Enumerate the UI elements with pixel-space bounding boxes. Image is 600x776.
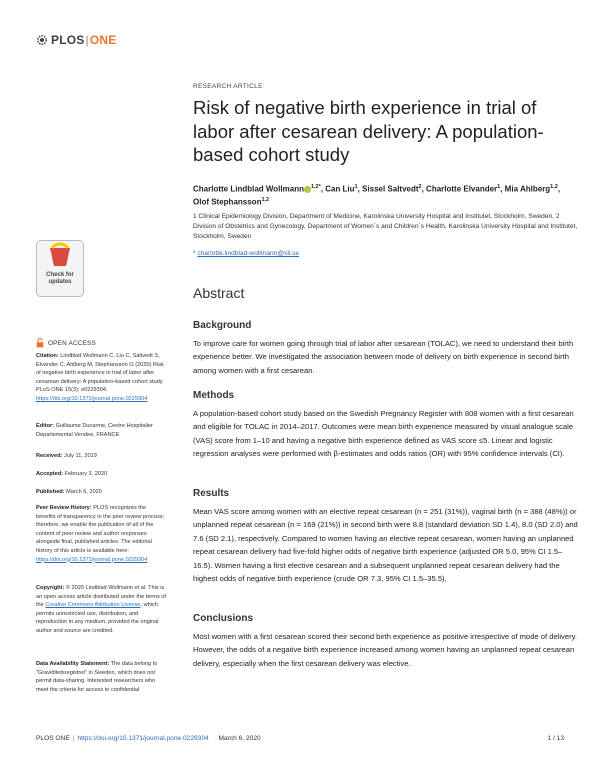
footer-journal: PLOS ONE	[36, 735, 70, 742]
methods-heading: Methods	[193, 390, 235, 401]
editor-text: Guillaume Ducarme, Centre Hospitalier Departemental Vendee, FRANCE	[36, 423, 153, 438]
results-text: Mean VAS score among women with an elective repeat cesarean (n = 251 (31%)), vaginal birth (n = 388 (48%)) or unplanned repeat cesarean (n = 169 (21%)) in second birth were 8.8 (standard deviation SD 1.4), 8.0 (SD 2.0) and 7.6 (SD 2.1), respectively. Compared to women having an elective repeat cesarean, women having an unplanned repeat cesarean delivery had five-fold higher odds of negative birth experience (adjusted OR 5.0, 95% CI 1.5–16.5). Women having a first elective cesarean and a subsequent unplanned repeat cesarean delivery had the highest odds of negative birth experience (crude OR 7.3, 95% CI 1.5–35.5).	[193, 507, 578, 584]
conclusions-text: Most women with a first cesarean scored their second birth experience as positive irrespective of mode of delivery. However, the odds of a negative birth experience increased among women having an unplanned repeat cesarean delivery, especially when the first cesarean delivery was elective.	[193, 632, 577, 668]
results-heading: Results	[193, 488, 230, 499]
background-heading: Background	[193, 320, 252, 331]
email-marker: *	[193, 250, 196, 257]
author-name[interactable]: , Olof Stephansson	[193, 184, 561, 207]
author-affil-sup: 1	[354, 184, 358, 190]
conclusions-section	[193, 613, 578, 670]
author-name[interactable]: , Sissel Saltvedt	[357, 184, 419, 194]
methods-section	[193, 390, 578, 461]
author-affil-sup: 1	[497, 184, 501, 190]
accepted-block	[36, 470, 166, 479]
check-for-updates-icon[interactable]	[36, 240, 84, 297]
editor-block	[36, 422, 166, 439]
published-label: Published:	[36, 489, 65, 495]
data-availability-block	[36, 660, 166, 694]
received-block	[36, 452, 166, 461]
footer-doi-link[interactable]: https://doi.org/10.1371/journal.pone.0229304	[77, 735, 209, 742]
corresponding-email	[193, 250, 299, 257]
received-date: July 11, 2019	[64, 453, 97, 459]
received-label: Received:	[36, 453, 63, 459]
copyright-block	[36, 584, 166, 636]
open-access-badge	[36, 338, 96, 348]
logo-one-text: ONE	[89, 33, 117, 47]
author-name[interactable]: , Can Liu	[320, 184, 355, 194]
copyright-text: © 2020 Lindblad Wollmann et al. This is an open access article distributed under the terms of the	[36, 585, 166, 609]
author-name[interactable]: Charlotte Lindblad Wollmann	[193, 184, 304, 194]
results-section	[193, 488, 578, 585]
article-title: Risk of negative birth experience in trial of labor after cesarean delivery: A population-based cohort study	[193, 97, 544, 165]
published-block	[36, 488, 166, 497]
footer-left	[36, 735, 261, 747]
peer-review-text: PLOS recognizes the benefits of transparency in the peer review process; therefore, we enable the publication of all of the content of peer review and author responses alongside final, published articles. The editorial history of this article is available here:	[36, 505, 165, 554]
citation-doi-link[interactable]: https://doi.org/10.1371/journal.pone.0229304	[36, 395, 148, 402]
citation-text: Lindblad Wollmann C, Liu C, Saltvedt S, Elvander C, Ahlberg M, Stephansson O (2020) Risk of negative birth experience in trial of labor after cesarean delivery: A population-based cohort study. PLoS ONE 15(3): e0229304.	[36, 353, 164, 394]
check-for-updates-label[interactable]: Check for updates	[46, 272, 74, 285]
footer-separator: |	[72, 735, 75, 742]
page-number: 1 / 13	[547, 735, 564, 742]
published-date: March 6, 2020	[66, 489, 102, 495]
logo-plos-text: PLOS	[51, 33, 85, 47]
data-availability-label: Data Availability Statement:	[36, 661, 110, 667]
data-availability-text: The data belong to "Graviditetsregistret" in Sweden, which does not permit data-sharing. Interested researchers who meet the criteria for access to confidential	[36, 661, 158, 693]
background-section	[193, 320, 578, 377]
author-list	[193, 182, 573, 207]
citation-label: Citation:	[36, 353, 59, 359]
peer-review-label: Peer Review History:	[36, 505, 92, 511]
logo-separator: |	[85, 33, 89, 47]
article-type: RESEARCH ARTICLE	[193, 83, 263, 90]
footer-date: March 6, 2020	[218, 735, 261, 742]
peer-review-block	[36, 504, 166, 564]
author-affil-sup: 1,2*	[310, 184, 321, 190]
email-link[interactable]: charlotte.lindblad-wollmann@sll.se	[197, 250, 300, 257]
orcid-icon[interactable]	[304, 186, 311, 193]
conclusions-heading: Conclusions	[193, 613, 254, 624]
accepted-date: February 3, 2020	[64, 471, 108, 477]
author-name[interactable]: , Charlotte Elvander	[421, 184, 498, 194]
accepted-label: Accepted:	[36, 471, 64, 477]
peer-review-link[interactable]: https://doi.org/10.1371/journal.pone.0229304	[36, 556, 148, 563]
abstract-heading: Abstract	[193, 285, 245, 301]
open-access-label: OPEN ACCESS	[48, 339, 97, 347]
editor-label: Editor:	[36, 423, 55, 429]
author-affil-sup: 2	[418, 184, 422, 190]
copyright-label: Copyright:	[36, 585, 65, 591]
affiliations: 1 Clinical Epidemiology Division, Department of Medicine, Karolinska University Hospital and Institutet, Stockholm, Sweden, 2 Division of Obstetrics and Gynecology, Department of Women´s and Children´s Health, Karolinska University Hospital and Institutet, Stockholm, Sweden	[193, 213, 578, 240]
license-link[interactable]: Creative Commons Attribution License	[45, 602, 141, 609]
author-affil-sup: 1,2	[550, 184, 558, 190]
plos-one-logo	[36, 33, 116, 47]
citation-block	[36, 352, 166, 404]
page-footer	[36, 735, 564, 747]
open-lock-icon	[36, 338, 44, 348]
copyright-text-end: , which permits unrestricted use, distribution, and reproduction in any medium, provided the original author and source are credited.	[36, 602, 159, 634]
author-affil-sup: 1,2	[261, 196, 270, 203]
methods-text: A population-based cohort study based on the Swedish Pregnancy Register with 808 women with a first cesarean and eligible for TOLAC in 2014–2017. Outcomes were mean birth experience measured by visual analogue scale (VAS) score from 1–10 and having a negative birth experience defined as VAS score ≤5. Linear and logistic regression analyses were performed with β-estimates and odds ratios (OR) with 95% confidence intervals (CI).	[193, 409, 574, 459]
plos-logo-icon	[36, 34, 48, 46]
author-name[interactable]: , Mia Ahlberg	[500, 184, 551, 194]
background-text: To improve care for women going through trial of labor after cesarean (TOLAC), we need to understand their birth experience better. We investigated the association between mode of delivery on birth experience in second birth among women with a first cesarean.	[193, 339, 574, 375]
